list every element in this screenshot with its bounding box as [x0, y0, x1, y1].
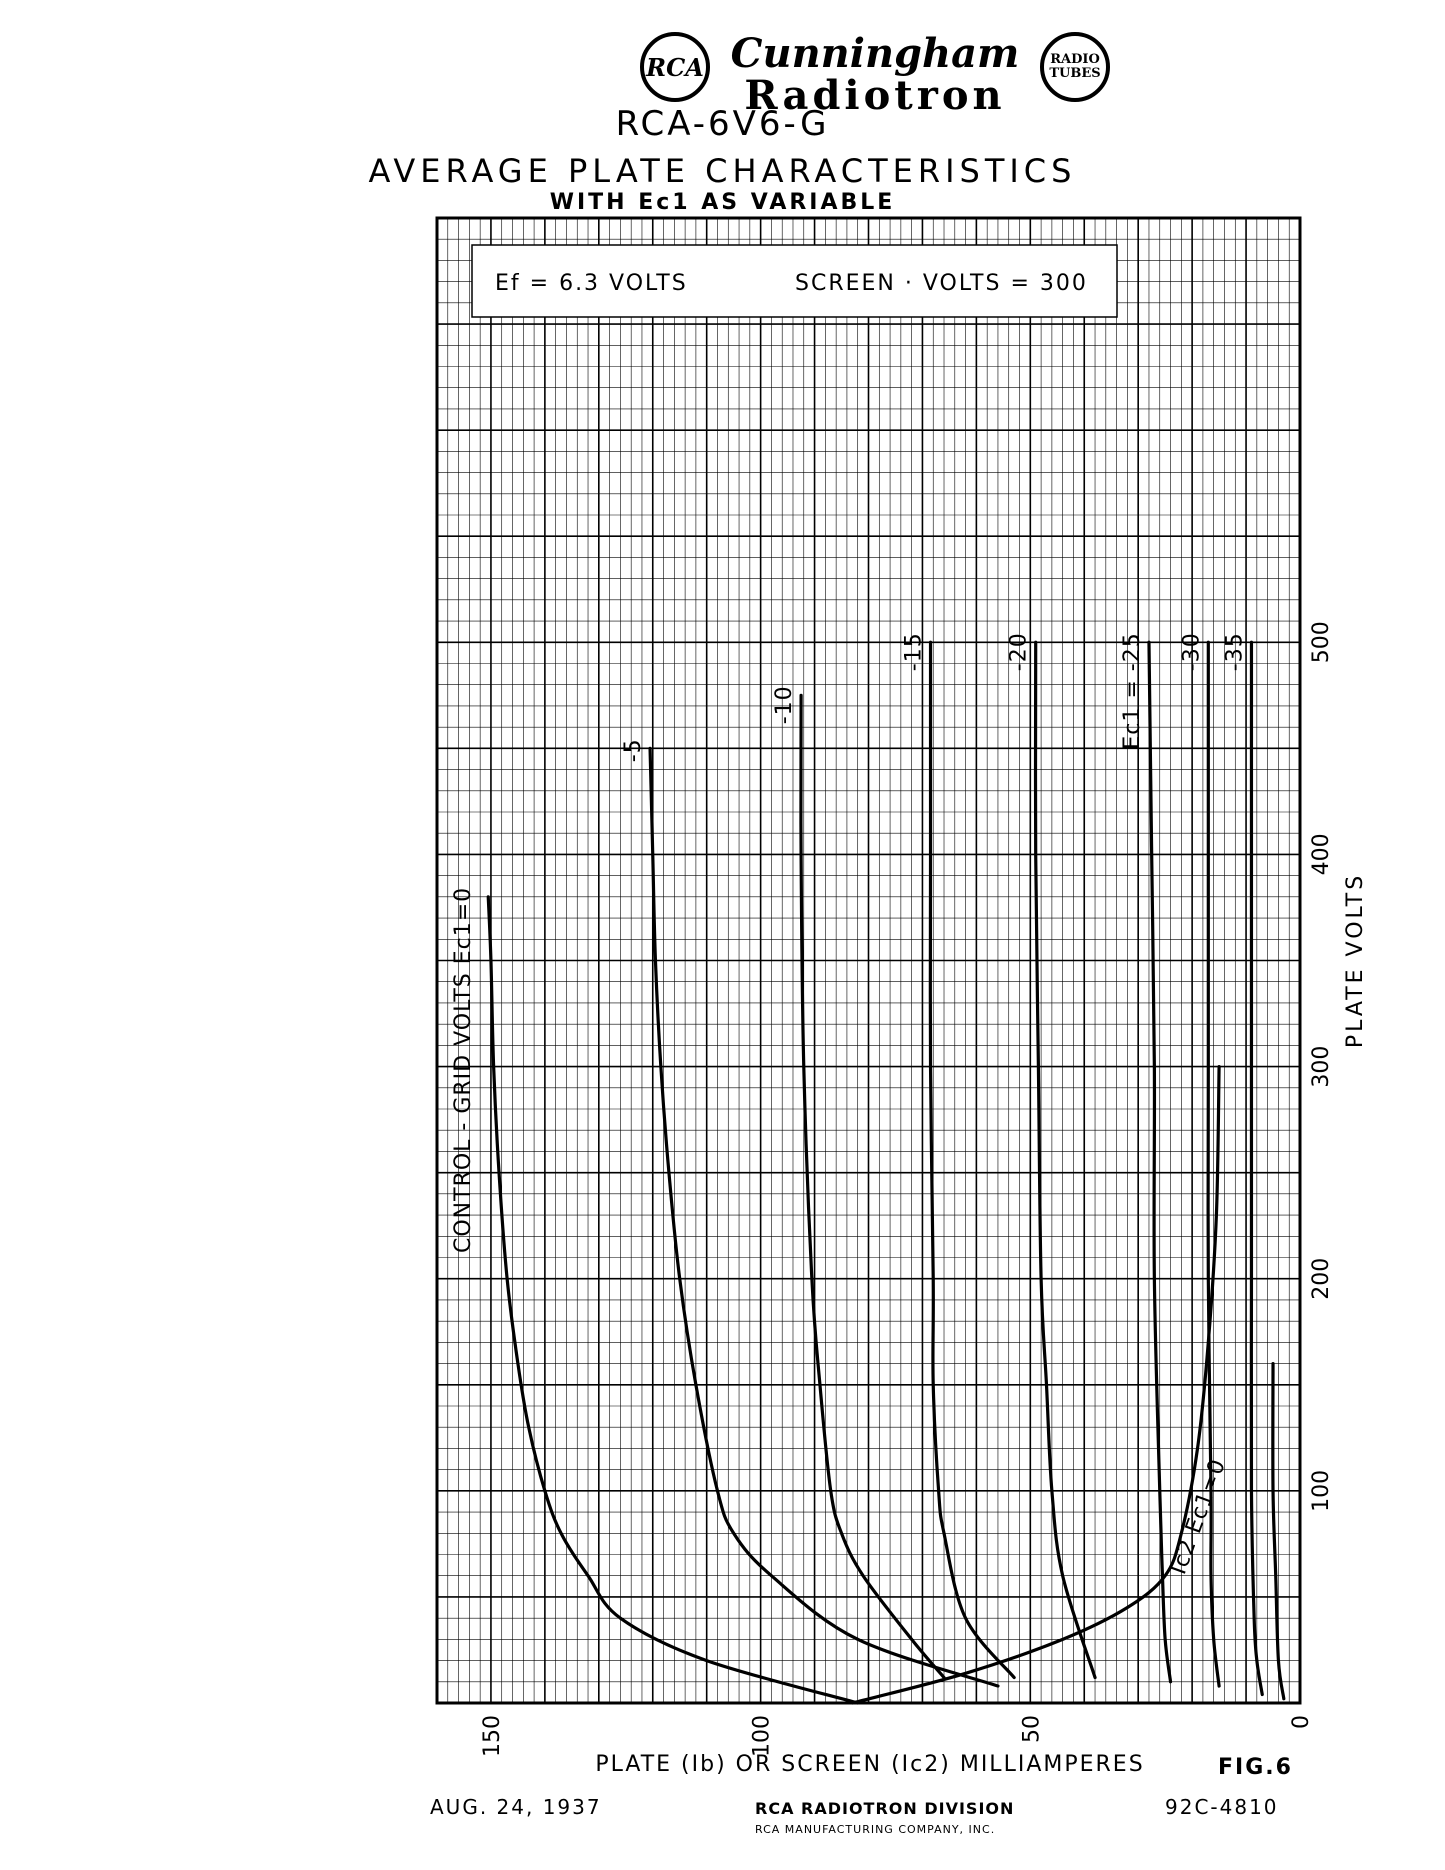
annotation-box: [472, 245, 1117, 317]
radio-tubes-seal-text: RADIO TUBES: [1049, 52, 1101, 81]
curve-label-1: -5: [621, 738, 647, 763]
curve-label-7: -35: [1222, 632, 1248, 672]
company-label: RCA MANUFACTURING COMPANY, INC.: [755, 1823, 996, 1836]
x-tick-label: 100: [749, 1715, 775, 1757]
screen-voltage-label: SCREEN · VOLTS = 300: [795, 271, 1088, 296]
x-tick-label: 0: [1289, 1715, 1314, 1729]
brand-line-1: Cunningham: [730, 30, 1020, 77]
y-tick-label: 200: [1309, 1257, 1334, 1300]
curve-label-3: -15: [901, 632, 927, 672]
curve-label-4: -20: [1006, 632, 1032, 672]
division-label: RCA RADIOTRON DIVISION: [755, 1799, 1015, 1818]
figure-label: FIG.6: [1218, 1755, 1293, 1780]
y-tick-label: 400: [1309, 833, 1334, 876]
chart-title: AVERAGE PLATE CHARACTERISTICS: [368, 152, 1077, 190]
y-tick-label: 500: [1309, 621, 1334, 664]
rca-seal-text: RCA: [646, 52, 704, 82]
curve-labels: [451, 632, 1247, 1577]
x-tick-label: 50: [1019, 1715, 1045, 1743]
curve-series-3: [930, 642, 1014, 1677]
filament-voltage-label: Ef = 6.3 VOLTS: [495, 271, 688, 296]
date-label: AUG. 24, 1937: [430, 1795, 602, 1819]
x-axis-label: PLATE (Ib) OR SCREEN (Ic2) MILLIAMPERES: [595, 1752, 1145, 1777]
y-tick-label: 300: [1309, 1045, 1334, 1088]
tube-model: RCA-6V6-G: [615, 104, 830, 144]
chart-subtitle: WITH Ec1 AS VARIABLE: [549, 190, 896, 215]
curve-series-4: [1036, 642, 1096, 1677]
y-tick-labels: [1309, 621, 1334, 1512]
chart-grid: [437, 218, 1300, 1703]
curve-label-5: Ec1 = -25: [1119, 632, 1145, 750]
curve-label-8: Ic2 Ec1=0: [1166, 1455, 1232, 1578]
y-axis-label: PLATE VOLTS: [1343, 872, 1368, 1049]
curve-label-6: -30: [1179, 632, 1205, 672]
y-tick-label: 100: [1309, 1469, 1334, 1512]
brand-line-2: Radiotron: [744, 72, 1006, 119]
curve-label-2: -10: [772, 685, 798, 725]
x-tick-label: 150: [479, 1715, 505, 1757]
drawing-number: 92C-4810: [1165, 1795, 1279, 1819]
curve-label-0: CONTROL - GRID VOLTS Ec1=0: [451, 886, 477, 1253]
x-tick-labels: [480, 1715, 1314, 1757]
